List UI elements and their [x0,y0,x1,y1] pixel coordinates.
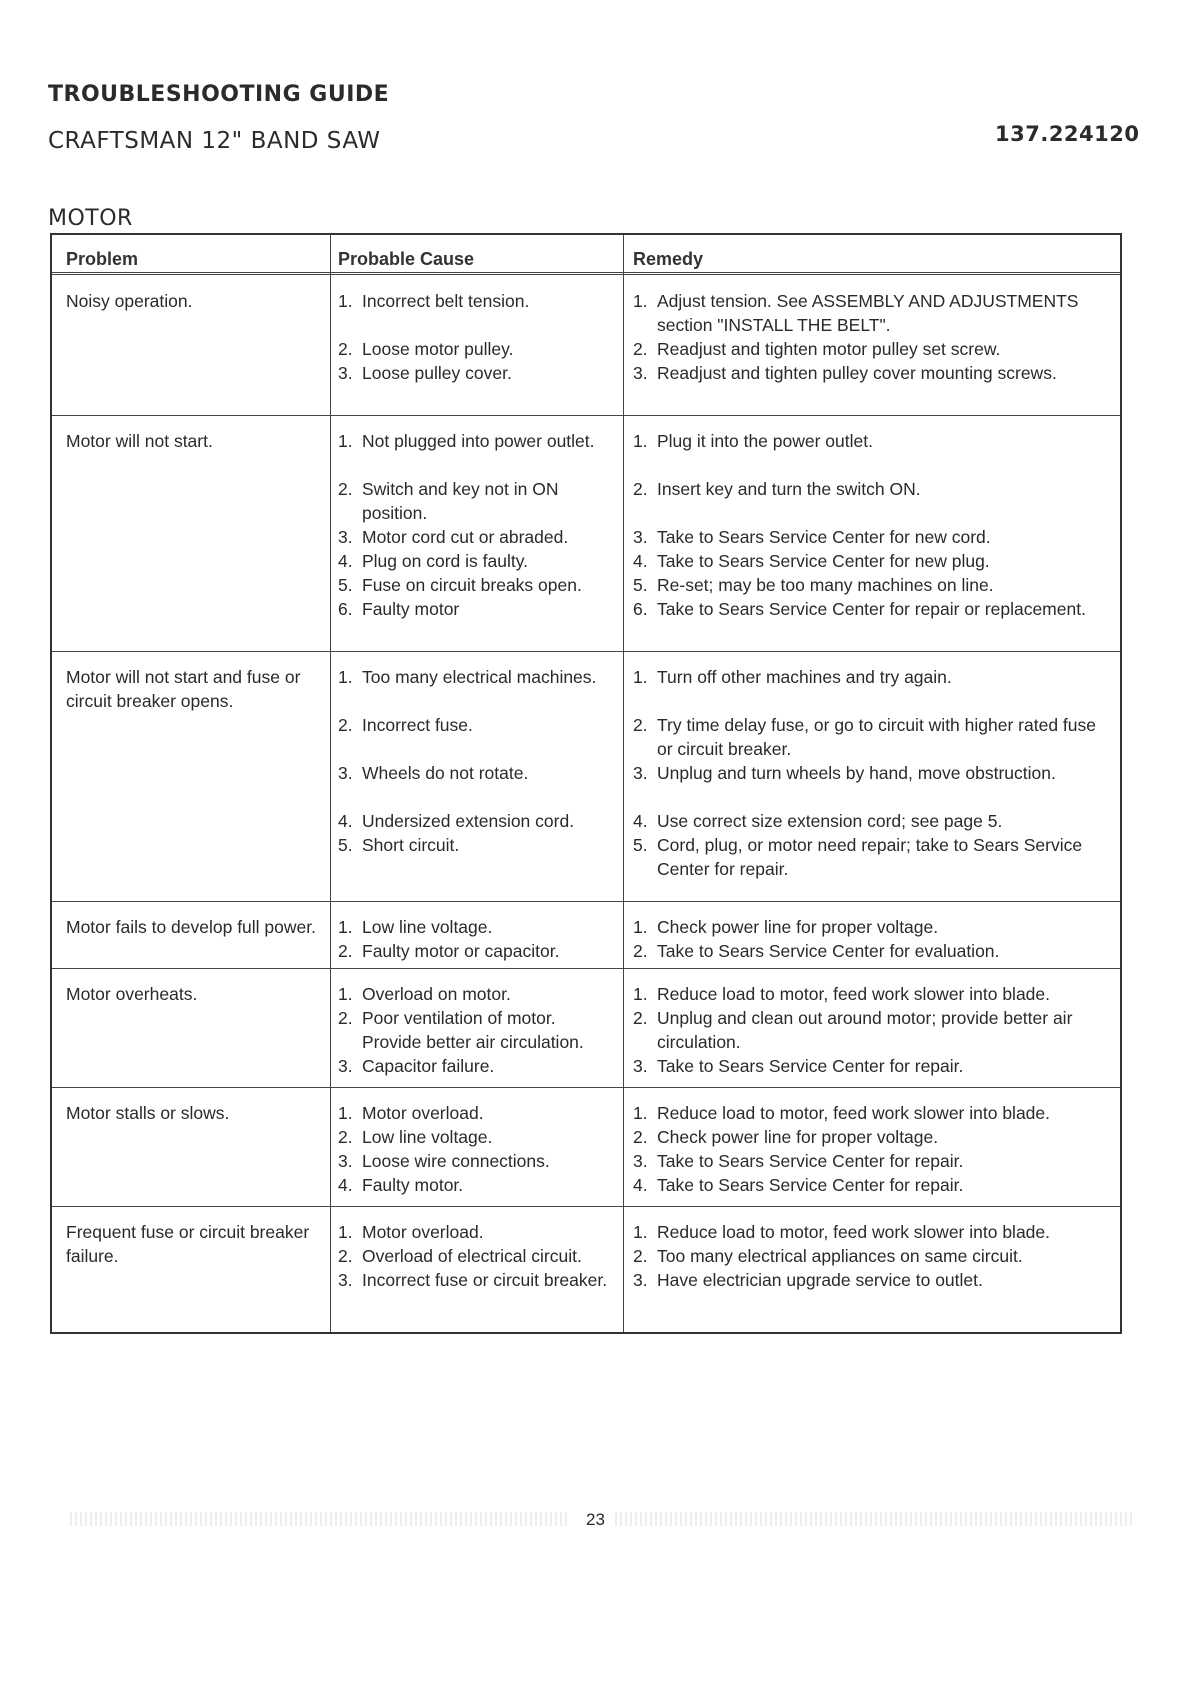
remedy-item [633,1244,1113,1268]
item-number: 2. [338,479,353,499]
item-number: 3. [633,527,648,547]
table-header [52,235,1120,275]
problem-cell: Motor stalls or slows. [66,1103,230,1123]
item-text: Insert key and turn the switch ON. [657,479,921,499]
item-text: Turn off other machines and try again. [657,667,952,687]
item-number: 3. [338,1056,353,1076]
probable-cause-item [338,573,614,597]
probable-cause-item [338,597,614,621]
item-text: Unplug and turn wheels by hand, move obstruction. [657,763,1056,783]
item-number: 1. [338,1103,353,1123]
remedy-item [633,337,1113,361]
item-number: 5. [633,835,648,855]
item-text: Re-set; may be too many machines on line. [657,575,994,595]
remedy-item [633,361,1113,385]
item-text: Take to Sears Service Center for repair. [657,1175,964,1195]
problem-cell: Frequent fuse or circuit breaker failure. [66,1222,310,1266]
problem-cell: Motor overheats. [66,984,198,1004]
item-number: 2. [338,715,353,735]
item-text: Faulty motor or capacitor. [362,941,560,961]
item-text: Capacitor failure. [362,1056,495,1076]
problem-cell: Motor will not start and fuse or circuit breaker opens. [66,667,301,711]
item-text: Take to Sears Service Center for repair or replacement. [657,599,1086,619]
remedy-item [633,833,1113,881]
item-number: 2. [338,1127,353,1147]
item-text: Incorrect fuse or circuit breaker. [362,1270,608,1290]
item-number: 2. [633,715,648,735]
item-number: 2. [338,339,353,359]
remedy-item [633,761,1113,785]
probable-cause-item [338,1220,614,1244]
item-text: Motor cord cut or abraded. [362,527,569,547]
item-number: 5. [633,575,648,595]
row-divider [52,901,1120,902]
item-text: Have electrician upgrade service to outlet. [657,1270,983,1290]
item-text: Loose wire connections. [362,1151,550,1171]
item-number: 1. [633,1103,648,1123]
remedy-item [633,665,1113,689]
item-text: Undersized extension cord. [362,811,575,831]
probable-cause-item [338,1149,614,1173]
item-number: 1. [338,984,353,1004]
remedy-item [633,597,1113,621]
item-text: Motor overload. [362,1103,484,1123]
item-text: Incorrect fuse. [362,715,473,735]
item-number: 2. [633,339,648,359]
item-number: 5. [338,835,353,855]
probable-cause-item [338,1244,614,1268]
item-text: Take to Sears Service Center for new cord. [657,527,991,547]
probable-cause-item [338,1268,614,1292]
item-text: Use correct size extension cord; see page 5. [657,811,1003,831]
item-number: 2. [338,1008,353,1028]
item-text: Reduce load to motor, feed work slower into blade. [657,1222,1050,1242]
item-number: 2. [633,1246,648,1266]
remedy-item [633,713,1113,761]
item-text: Readjust and tighten pulley cover mounting screws. [657,363,1057,383]
troubleshooting-table [50,233,1122,1334]
item-number: 1. [633,431,648,451]
probable-cause-item [338,713,614,737]
item-number: 3. [338,527,353,547]
item-number: 3. [338,1151,353,1171]
item-text: Check power line for proper voltage. [657,1127,939,1147]
problem-cell: Noisy operation. [66,291,193,311]
item-text: Unplug and clean out around motor; provide better air circulation. [657,1008,1073,1052]
item-text: Low line voltage. [362,1127,493,1147]
item-text: Reduce load to motor, feed work slower into blade. [657,1103,1050,1123]
row-divider [52,651,1120,652]
item-text: Take to Sears Service Center for new plug. [657,551,990,571]
remedy-item [633,429,1113,453]
probable-cause-item [338,549,614,573]
item-number: 4. [338,1175,353,1195]
item-number: 1. [338,1222,353,1242]
remedy-item [633,1173,1113,1197]
item-text: Not plugged into power outlet. [362,431,595,451]
item-number: 3. [338,763,353,783]
column-header-remedy: Remedy [633,249,704,269]
item-text: Try time delay fuse, or go to circuit with higher rated fuse or circuit breaker. [657,715,1096,759]
item-text: Plug on cord is faulty. [362,551,529,571]
item-number: 6. [633,599,648,619]
item-number: 3. [633,1151,648,1171]
remedy-item [633,1054,1113,1078]
probable-cause-item [338,1006,614,1054]
item-text: Cord, plug, or motor need repair; take to Sears Service Center for repair. [657,835,1083,879]
remedy-item [633,982,1113,1006]
item-number: 1. [633,1222,648,1242]
item-number: 3. [338,1270,353,1290]
item-number: 3. [633,1270,648,1290]
column-header-problem: Problem [66,249,139,269]
item-text: Low line voltage. [362,917,493,937]
column-divider [623,235,624,1332]
item-number: 4. [338,551,353,571]
item-number: 2. [633,941,648,961]
row-divider [52,415,1120,416]
probable-cause-item [338,361,614,385]
probable-cause-item [338,1054,614,1078]
item-number: 4. [633,551,648,571]
item-text: Poor ventilation of motor. Provide better air circulation. [362,1008,584,1052]
row-divider [52,1087,1120,1088]
item-text: Loose motor pulley. [362,339,514,359]
item-text: Short circuit. [362,835,460,855]
remedy-item [633,915,1113,939]
item-text: Too many electrical appliances on same circuit. [657,1246,1023,1266]
problem-cell: Motor will not start. [66,431,213,451]
remedy-item [633,1101,1113,1125]
item-number: 1. [633,984,648,1004]
item-text: Motor overload. [362,1222,484,1242]
item-number: 4. [633,811,648,831]
item-number: 3. [633,1056,648,1076]
remedy-item [633,1220,1113,1244]
probable-cause-item [338,665,614,689]
item-number: 5. [338,575,353,595]
item-text: Reduce load to motor, feed work slower into blade. [657,984,1050,1004]
item-text: Too many electrical machines. [362,667,597,687]
item-text: Check power line for proper voltage. [657,917,939,937]
probable-cause-item [338,833,614,857]
item-text: Switch and key not in ON position. [362,479,559,523]
item-number: 4. [338,811,353,831]
item-text: Overload on motor. [362,984,511,1004]
remedy-item [633,1006,1113,1054]
item-number: 1. [338,291,353,311]
column-divider [330,235,331,1332]
item-number: 2. [633,479,648,499]
item-number: 1. [633,917,648,937]
probable-cause-item [338,1173,614,1197]
remedy-item [633,289,1113,337]
item-text: Take to Sears Service Center for repair. [657,1056,964,1076]
item-number: 2. [633,1008,648,1028]
item-text: Fuse on circuit breaks open. [362,575,582,595]
probable-cause-item [338,982,614,1006]
remedy-item [633,809,1113,833]
problem-cell: Motor fails to develop full power. [66,917,316,937]
column-header-probable-cause: Probable Cause [338,249,475,269]
probable-cause-item [338,1101,614,1125]
remedy-item [633,477,1113,501]
probable-cause-item [338,761,614,785]
item-text: Readjust and tighten motor pulley set screw. [657,339,1001,359]
page-number: 23 [586,1510,605,1529]
item-number: 3. [633,363,648,383]
item-text: Overload of electrical circuit. [362,1246,582,1266]
item-text: Wheels do not rotate. [362,763,529,783]
item-number: 1. [338,431,353,451]
remedy-item [633,1149,1113,1173]
item-text: Adjust tension. See ASSEMBLY AND ADJUSTMENTS section "INSTALL THE BELT". [657,291,1079,335]
probable-cause-item [338,915,614,939]
item-text: Loose pulley cover. [362,363,512,383]
item-number: 1. [338,917,353,937]
item-number: 1. [633,291,648,311]
probable-cause-item [338,289,614,313]
item-text: Plug it into the power outlet. [657,431,873,451]
remedy-item [633,1268,1113,1292]
remedy-item [633,525,1113,549]
probable-cause-item [338,1125,614,1149]
section-title: MOTOR [48,206,133,231]
item-number: 2. [338,1246,353,1266]
model-number: 137.224120 [995,122,1140,146]
item-text: Incorrect belt tension. [362,291,530,311]
guide-title: TROUBLESHOOTING GUIDE [48,82,390,107]
scan-artifact [70,1512,570,1526]
probable-cause-item [338,809,614,833]
remedy-item [633,1125,1113,1149]
probable-cause-item [338,337,614,361]
item-number: 3. [633,763,648,783]
item-number: 6. [338,599,353,619]
item-text: Faulty motor [362,599,460,619]
probable-cause-item [338,525,614,549]
item-number: 1. [633,667,648,687]
probable-cause-item [338,477,614,525]
item-text: Take to Sears Service Center for evaluation. [657,941,1000,961]
remedy-item [633,573,1113,597]
item-text: Faulty motor. [362,1175,464,1195]
remedy-item [633,939,1113,963]
probable-cause-item [338,939,614,963]
row-divider [52,968,1120,969]
item-number: 1. [338,667,353,687]
row-divider [52,1206,1120,1207]
probable-cause-item [338,429,614,453]
item-number: 2. [633,1127,648,1147]
item-number: 4. [633,1175,648,1195]
remedy-item [633,549,1113,573]
product-name: CRAFTSMAN 12" BAND SAW [48,128,381,154]
item-text: Take to Sears Service Center for repair. [657,1151,964,1171]
scan-artifact [615,1512,1135,1526]
item-number: 2. [338,941,353,961]
item-number: 3. [338,363,353,383]
